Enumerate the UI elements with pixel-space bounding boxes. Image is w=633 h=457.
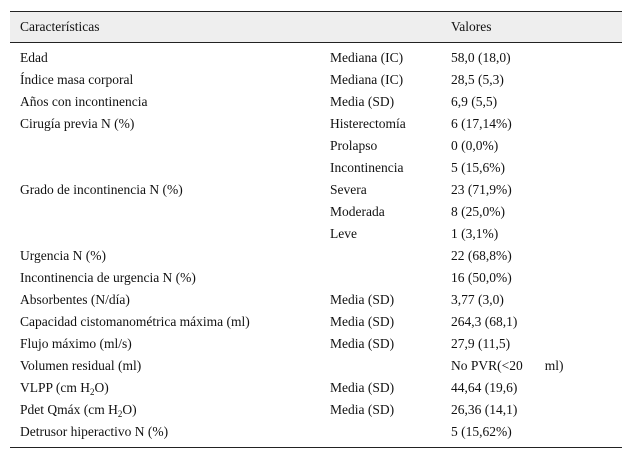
row-measure: Leve <box>330 226 357 241</box>
characteristic-part-a: VLPP (cm H <box>20 380 90 395</box>
row-measure: Moderada <box>330 204 385 219</box>
row-value: 28,5 (5,3) <box>451 72 504 87</box>
header-measure <box>319 12 450 43</box>
table-row <box>10 377 622 399</box>
row-measure: Mediana (IC) <box>330 72 404 87</box>
subscript: 2 <box>117 409 123 419</box>
row-measure: Media (SD) <box>330 336 395 351</box>
characteristic-part-b: O) <box>94 380 109 395</box>
row-characteristic: Flujo máximo (ml/s) <box>20 336 132 351</box>
table-row <box>10 289 622 311</box>
subscript: 2 <box>90 387 95 397</box>
table-row <box>10 69 622 91</box>
value-part-a: No PVR(<20 <box>451 358 523 373</box>
row-value: 1 (3,1%) <box>451 226 499 241</box>
row-characteristic: Grado de incontinencia N (%) <box>20 182 183 197</box>
header-characteristics: Características <box>20 19 100 34</box>
row-characteristic: Volumen residual (ml) <box>20 358 142 373</box>
table-row <box>10 201 622 223</box>
row-measure: Media (SD) <box>330 314 395 329</box>
row-characteristic: Años con incontinencia <box>20 94 148 109</box>
row-characteristic <box>10 201 319 223</box>
row-characteristic: Incontinencia de urgencia N (%) <box>20 270 196 285</box>
row-measure: Media (SD) <box>330 402 395 417</box>
row-value: 5 (15,6%) <box>451 160 505 175</box>
row-characteristic: Índice masa corporal <box>20 72 134 87</box>
row-characteristic: Urgencia N (%) <box>20 248 106 263</box>
table-row <box>10 333 622 355</box>
row-characteristic: Absorbentes (N/día) <box>20 292 130 307</box>
table-row <box>10 311 622 333</box>
table-row <box>10 179 622 201</box>
row-value: 6 (17,14%) <box>451 116 512 131</box>
table-row <box>10 43 622 70</box>
header-values: Valores <box>451 19 492 34</box>
row-value: 22 (68,8%) <box>451 248 512 263</box>
table-row <box>10 113 622 135</box>
table-row <box>10 245 622 267</box>
characteristic-part-a: Pdet Qmáx (cm H <box>20 402 118 417</box>
row-measure: Incontinencia <box>330 160 404 175</box>
value-part-b: ml) <box>544 358 564 373</box>
row-measure: Prolapso <box>330 138 378 153</box>
table-row <box>10 223 622 245</box>
row-measure: Mediana (IC) <box>330 50 404 65</box>
row-value: 0 (0,0%) <box>451 138 499 153</box>
table-body <box>10 43 622 448</box>
table-header <box>10 12 622 43</box>
characteristics-table-container <box>10 11 622 448</box>
row-measure: Media (SD) <box>330 380 395 395</box>
row-characteristic <box>10 157 319 179</box>
row-value <box>450 355 622 377</box>
row-value: 264,3 (68,1) <box>451 314 518 329</box>
header-row <box>10 12 622 43</box>
row-characteristic <box>10 223 319 245</box>
row-value: 3,77 (3,0) <box>451 292 504 307</box>
row-value: 5 (15,62%) <box>451 424 512 439</box>
row-value: 16 (50,0%) <box>451 270 512 285</box>
row-value: 6,9 (5,5) <box>451 94 498 109</box>
table-row <box>10 267 622 289</box>
row-characteristic: Cirugía previa N (%) <box>20 116 135 131</box>
row-characteristic: Detrusor hiperactivo N (%) <box>20 424 169 439</box>
row-measure: Media (SD) <box>330 94 395 109</box>
table-row <box>10 91 622 113</box>
table-row <box>10 355 622 377</box>
row-measure: Histerectomía <box>330 116 406 131</box>
row-characteristic: Capacidad cistomanométrica máxima (ml) <box>20 314 250 329</box>
row-measure: Media (SD) <box>330 292 395 307</box>
table-row <box>10 135 622 157</box>
table-row <box>10 399 622 421</box>
row-value: 58,0 (18,0) <box>451 50 511 65</box>
row-measure: Severa <box>330 182 367 197</box>
characteristic-part-b: O) <box>122 402 137 417</box>
table-row <box>10 421 622 448</box>
row-measure <box>319 355 450 377</box>
row-measure <box>319 421 450 448</box>
table-row <box>10 157 622 179</box>
row-characteristic <box>10 377 319 399</box>
characteristics-table <box>10 11 622 448</box>
row-measure <box>319 245 450 267</box>
row-characteristic <box>10 135 319 157</box>
row-value: 23 (71,9%) <box>451 182 512 197</box>
row-value: 27,9 (11,5) <box>451 336 511 351</box>
row-value: 26,36 (14,1) <box>451 402 518 417</box>
row-characteristic: Edad <box>20 50 48 65</box>
row-characteristic <box>10 399 319 421</box>
row-value: 44,64 (19,6) <box>451 380 518 395</box>
row-measure <box>319 267 450 289</box>
row-value: 8 (25,0%) <box>451 204 505 219</box>
